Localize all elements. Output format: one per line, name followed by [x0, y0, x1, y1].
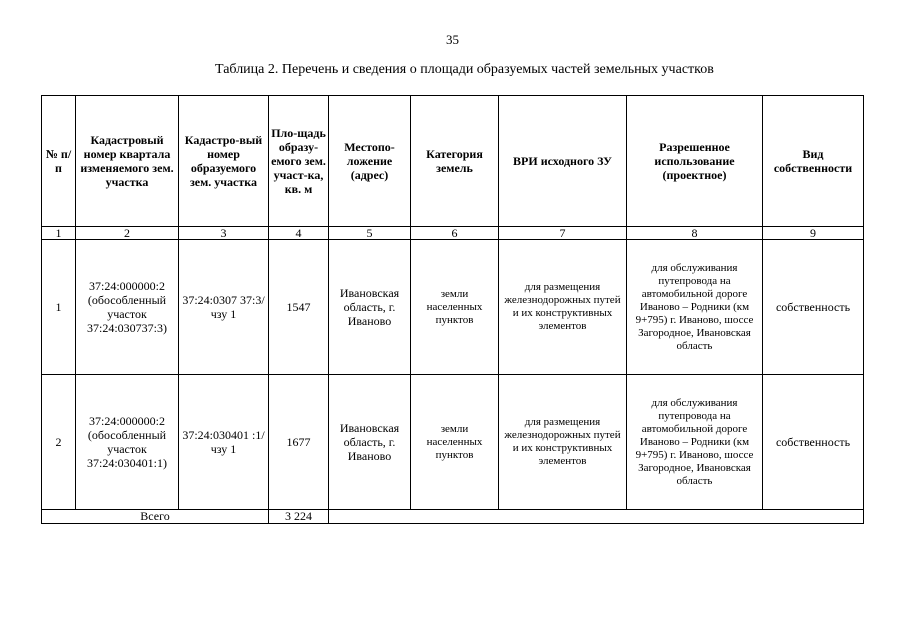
- quarter-cadastral-number: 37:24:000000:2 (обособленный участок 37:24:030737:3): [76, 240, 179, 375]
- permitted-use: для обслуживания путепровода на автомобильной дороге Иваново – Родники (км 9+795) г. Иваново, шоссе Загородное, Ивановская область: [627, 375, 763, 510]
- total-area: 3 224: [269, 510, 329, 524]
- parcel-area: 1547: [269, 240, 329, 375]
- column-number: 9: [763, 227, 864, 240]
- header-cell: Вид собственности: [763, 96, 864, 227]
- ownership-type: собственность: [763, 375, 864, 510]
- header-cell: ВРИ исходного ЗУ: [499, 96, 627, 227]
- table-row: [42, 375, 864, 510]
- total-label: Всего: [42, 510, 269, 524]
- row-number: 2: [42, 375, 76, 510]
- ownership-type: собственность: [763, 240, 864, 375]
- parcel-location: Ивановская область, г. Иваново: [329, 375, 411, 510]
- land-parcels-table: [41, 95, 864, 524]
- header-cell: Категория земель: [411, 96, 499, 227]
- quarter-cadastral-number: 37:24:000000:2 (обособленный участок 37:24:030401:1): [76, 375, 179, 510]
- header-cell: Кадастро-вый номер образуемого зем. участка: [179, 96, 269, 227]
- source-vri: для размещения железнодорожных путей и их конструктивных элементов: [499, 375, 627, 510]
- header-cell: Кадастровый номер квартала изменяемого зем. участка: [76, 96, 179, 227]
- permitted-use: для обслуживания путепровода на автомобильной дороге Иваново – Родники (км 9+795) г. Иваново, шоссе Загородное, Ивановская область: [627, 240, 763, 375]
- header-cell: Пло-щадь образу-емого зем. участ-ка, кв. м: [269, 96, 329, 227]
- parcel-cadastral-number: 37:24:030401 :1/чзу 1: [179, 375, 269, 510]
- total-row: [42, 510, 864, 524]
- parcel-area: 1677: [269, 375, 329, 510]
- parcel-location: Ивановская область, г. Иваново: [329, 240, 411, 375]
- land-category: земли населенных пунктов: [411, 240, 499, 375]
- column-number-row: [42, 227, 864, 240]
- column-number: 8: [627, 227, 763, 240]
- header-cell: № п/п: [42, 96, 76, 227]
- source-vri: для размещения железнодорожных путей и их конструктивных элементов: [499, 240, 627, 375]
- header-cell: Разрешенное использование (проектное): [627, 96, 763, 227]
- column-number: 4: [269, 227, 329, 240]
- land-category: земли населенных пунктов: [411, 375, 499, 510]
- parcel-cadastral-number: 37:24:0307 37:3/чзу 1: [179, 240, 269, 375]
- table-row: [42, 240, 864, 375]
- header-cell: Местопо-ложение (адрес): [329, 96, 411, 227]
- column-number: 5: [329, 227, 411, 240]
- header-row: [42, 96, 864, 227]
- total-empty-cell: [329, 510, 864, 524]
- table-title: Таблица 2. Перечень и сведения о площади образуемых частей земельных участков: [215, 62, 714, 77]
- column-number: 7: [499, 227, 627, 240]
- column-number: 2: [76, 227, 179, 240]
- row-number: 1: [42, 240, 76, 375]
- column-number: 1: [42, 227, 76, 240]
- column-number: 3: [179, 227, 269, 240]
- column-number: 6: [411, 227, 499, 240]
- page-number: 35: [446, 32, 459, 47]
